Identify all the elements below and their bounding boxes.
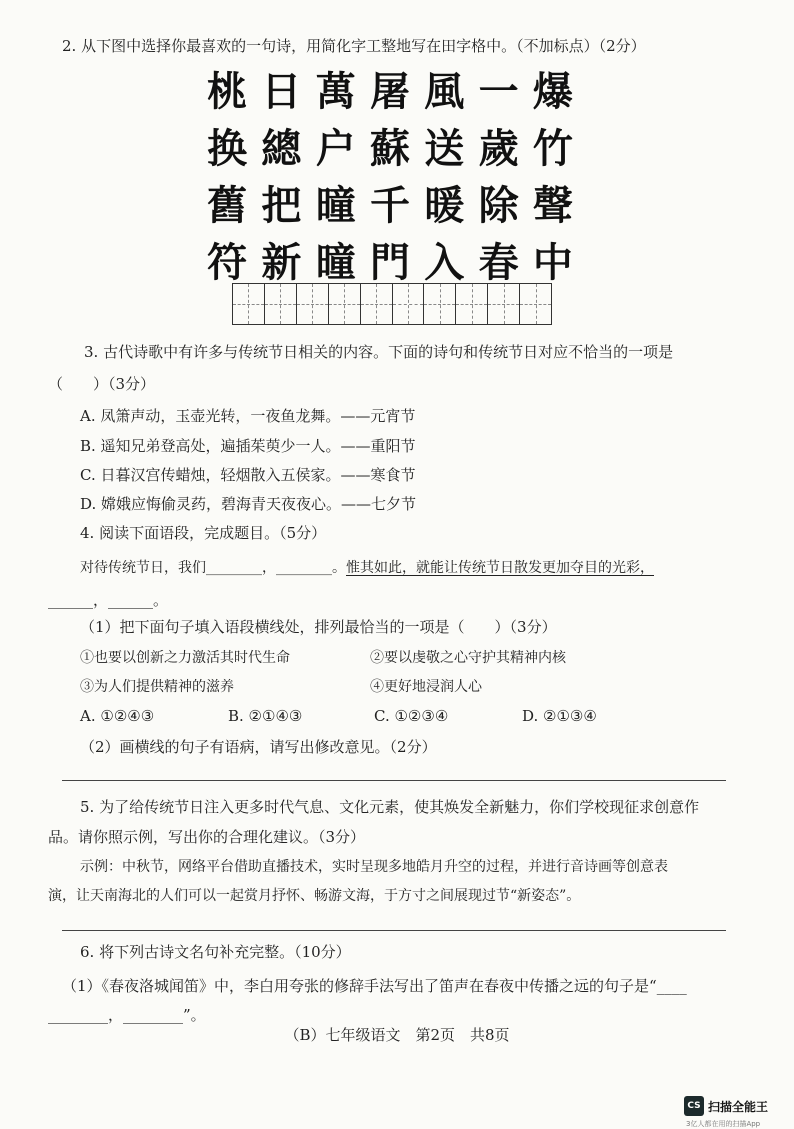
calligraphy-char: 千 xyxy=(369,182,410,229)
tianzige-cell[interactable] xyxy=(455,284,487,324)
q4-choice-b: B. ②①④③ xyxy=(228,707,303,725)
q4-sub1: （1）把下面句子填入语段横线处，排列最恰当的一项是（ ）（3分） xyxy=(80,618,557,636)
q5-text-cont: 品。请你照示例，写出你的合理化建议。（3分） xyxy=(48,828,366,846)
q4-item-1: ①也要以创新之力激活其时代生命 xyxy=(80,650,290,666)
q3-text: 3. 古代诗歌中有许多与传统节日相关的内容。下面的诗句和传统节日对应不恰当的一项是 xyxy=(84,343,674,361)
q4-underlined-sentence: 惟其如此，就能让传统节日散发更加夺目的光彩， xyxy=(346,560,654,576)
calligraphy-char: 送 xyxy=(424,125,465,172)
q6-sub1-blanks: ________，________”。 xyxy=(48,1006,206,1024)
tianzige-cell[interactable] xyxy=(328,284,360,324)
calligraphy-char: 風 xyxy=(424,68,465,115)
scanner-watermark xyxy=(684,1096,769,1128)
watermark-subtitle: 3亿人都在用的扫描App xyxy=(686,1120,761,1128)
calligraphy-char: 一 xyxy=(478,68,519,115)
calligraphy-char: 新 xyxy=(261,239,302,286)
calligraphy-char: 爆 xyxy=(532,68,573,115)
calligraphy-char: 蘇 xyxy=(369,125,410,172)
calligraphy-char: 曈 xyxy=(315,182,356,229)
page-footer: （B）七年级语文 第2页 共8页 xyxy=(284,1026,510,1044)
tianzige-cell[interactable] xyxy=(487,284,519,324)
q4-paragraph-blanks: ______，______。 xyxy=(48,591,169,609)
tianzige-grid[interactable] xyxy=(232,283,552,325)
q4-paragraph xyxy=(80,558,654,578)
q4-paragraph-start: 对待传统节日，我们________，________。 xyxy=(80,560,346,576)
calligraphy-char: 桃 xyxy=(207,68,248,115)
tianzige-cell[interactable] xyxy=(360,284,392,324)
q6-sub1: （1）《春夜洛城闻笛》中，李白用夸张的修辞手法写出了笛声在春夜中传播之远的句子是“____ xyxy=(62,977,687,995)
q6-title: 6. 将下列古诗文名句补充完整。（10分） xyxy=(80,943,351,961)
tianzige-cell[interactable] xyxy=(519,284,551,324)
q4-item-3: ③为人们提供精神的滋养 xyxy=(80,679,234,695)
tianzige-cell[interactable] xyxy=(264,284,296,324)
calligraphy-char: 門 xyxy=(369,239,410,286)
q4-item-2: ②要以虔敬之心守护其精神内核 xyxy=(370,650,566,666)
q4-answer-line[interactable] xyxy=(62,780,726,781)
calligraphy-char: 春 xyxy=(478,239,519,286)
q3-option-a: A. 凤箫声动，玉壶光转，一夜鱼龙舞。——元宵节 xyxy=(80,407,416,425)
q3-option-c: C. 日暮汉宫传蜡烛，轻烟散入五侯家。——寒食节 xyxy=(80,466,416,484)
calligraphy-char: 暖 xyxy=(424,182,465,229)
calligraphy-char: 日 xyxy=(261,68,302,115)
q5-example-line2: 演，让天南海北的人们可以一起赏月抒怀、畅游文海，于方寸之间展现过节“新姿态”。 xyxy=(48,888,581,904)
q4-choice-a: A. ①②④③ xyxy=(80,707,155,725)
q5-text: 5. 为了给传统节日注入更多时代气息、文化元素，使其焕发全新魅力，你们学校现征求创意作 xyxy=(80,798,700,816)
camscanner-logo-icon: CS xyxy=(684,1096,704,1116)
q4-sub2: （2）画横线的句子有语病，请写出修改意见。（2分） xyxy=(80,738,437,756)
calligraphy-char: 把 xyxy=(261,182,302,229)
calligraphy-char: 總 xyxy=(261,125,302,172)
q4-choice-d: D. ②①③④ xyxy=(522,707,597,725)
calligraphy-char: 换 xyxy=(207,125,248,172)
q4-item-4: ④更好地浸润人心 xyxy=(370,679,482,695)
calligraphy-char: 屠 xyxy=(369,68,410,115)
calligraphy-char: 竹 xyxy=(532,125,573,172)
q3-option-d: D. 嫦娥应悔偷灵药，碧海青天夜夜心。——七夕节 xyxy=(80,495,417,513)
calligraphy-char: 符 xyxy=(207,239,248,286)
q3-text-cont: （ ）（3分） xyxy=(48,375,156,393)
q5-answer-line[interactable] xyxy=(62,930,726,931)
calligraphy-char: 歲 xyxy=(478,125,519,172)
watermark-title: 扫描全能王 xyxy=(708,1099,769,1114)
q4-choice-c: C. ①②③④ xyxy=(374,707,449,725)
calligraphy-char: 户 xyxy=(315,125,356,172)
q4-title: 4. 阅读下面语段，完成题目。（5分） xyxy=(80,524,327,542)
tianzige-cell[interactable] xyxy=(392,284,424,324)
calligraphy-char: 中 xyxy=(532,239,573,286)
tianzige-cell[interactable] xyxy=(423,284,455,324)
tianzige-cell[interactable] xyxy=(233,284,264,324)
tianzige-cell[interactable] xyxy=(296,284,328,324)
q2-text: 2. 从下图中选择你最喜欢的一句诗，用简化字工整地写在田字格中。（不加标点）（2分） xyxy=(62,37,646,55)
calligraphy-image xyxy=(200,60,580,286)
calligraphy-char: 入 xyxy=(424,239,465,286)
calligraphy-char: 舊 xyxy=(207,182,248,229)
calligraphy-char: 聲 xyxy=(532,182,573,229)
q5-example-line1: 示例：中秋节，网络平台借助直播技术，实时呈现多地皓月升空的过程，并进行音诗画等创意表 xyxy=(80,859,668,875)
calligraphy-char: 除 xyxy=(478,182,519,229)
q3-option-b: B. 遥知兄弟登高处，遍插茱萸少一人。——重阳节 xyxy=(80,437,416,455)
calligraphy-char: 萬 xyxy=(315,68,356,115)
calligraphy-char: 曈 xyxy=(315,239,356,286)
